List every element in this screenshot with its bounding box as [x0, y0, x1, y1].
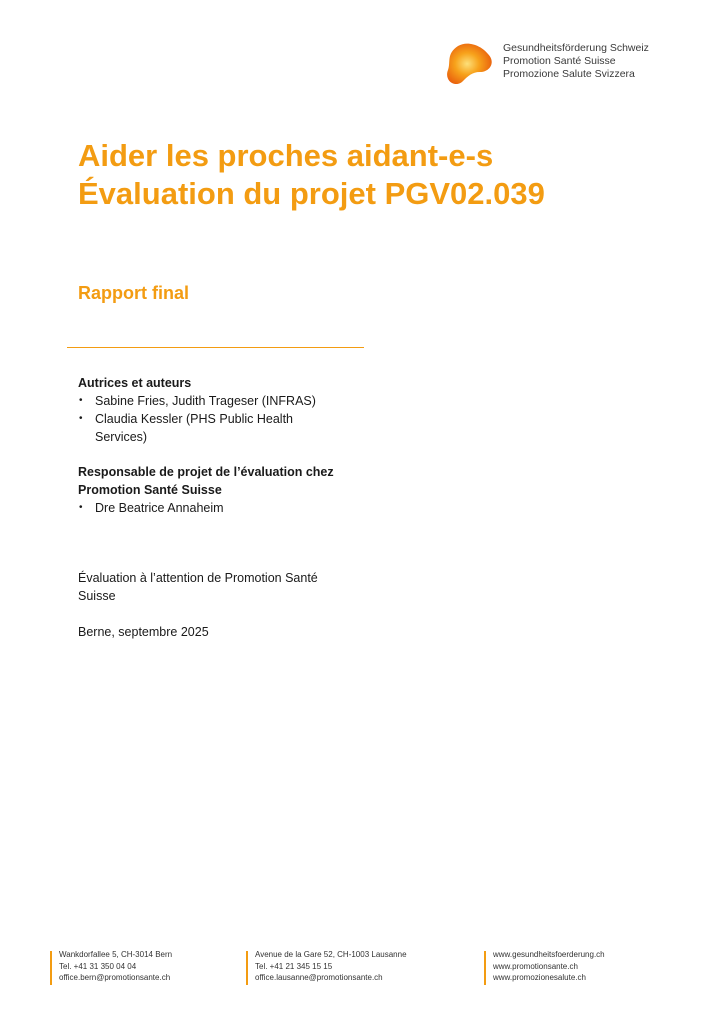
- footer-bern: [50, 949, 172, 984]
- attention-line-2: Suisse: [78, 589, 116, 603]
- authors-section: [78, 374, 316, 446]
- footer-divider: [50, 951, 52, 985]
- logo-mark-icon: [444, 42, 496, 84]
- authors-list: [78, 392, 316, 428]
- document-subtitle: Rapport final: [78, 283, 189, 303]
- footer-website-link[interactable]: www.promotionsante.ch: [493, 961, 578, 971]
- footer-websites: [484, 949, 605, 984]
- place-date: Berne, septembre 2025: [78, 625, 209, 639]
- divider: [67, 347, 364, 348]
- footer-lausanne: [246, 949, 407, 984]
- footer-address: Wankdorfallee 5, CH-3014 Bern: [59, 950, 173, 959]
- document-title: [78, 137, 545, 213]
- footer-website-link[interactable]: www.gesundheitsfoerderung.ch: [493, 950, 605, 959]
- footer-phone: Tel. +41 21 345 15 15: [255, 961, 333, 971]
- manager-heading-line-2: Promotion Santé Suisse: [78, 483, 222, 497]
- footer-divider: [484, 951, 486, 985]
- author-item: • Sabine Fries, Judith Trageser (INFRAS): [78, 392, 316, 410]
- logo-line-de: Gesundheitsförderung Schweiz: [503, 42, 649, 54]
- logo: [444, 40, 684, 86]
- author-item: • Claudia Kessler (PHS Public Health: [78, 410, 316, 428]
- manager-list: [78, 499, 334, 517]
- logo-line-fr: Promotion Santé Suisse: [503, 55, 616, 67]
- footer-address: Avenue de la Gare 52, CH-1003 Lausanne: [255, 950, 407, 959]
- manager-heading-line-1: Responsable de projet de l’évaluation chez: [78, 465, 334, 479]
- manager-item: • Dre Beatrice Annaheim: [78, 499, 334, 517]
- footer-email[interactable]: office.bern@promotionsante.ch: [59, 973, 171, 982]
- attention-line-1: Évaluation à l’attention de Promotion Santé: [78, 571, 318, 585]
- attention-note: [78, 569, 318, 605]
- footer-divider: [246, 951, 248, 985]
- footer-phone: Tel. +41 31 350 04 04: [59, 961, 137, 971]
- author-item-continuation: Services): [95, 430, 148, 444]
- footer-email[interactable]: office.lausanne@promotionsante.ch: [255, 973, 383, 982]
- manager-section: [78, 463, 334, 517]
- title-line-1: Aider les proches aidant-e-s: [78, 138, 494, 173]
- logo-text: [503, 42, 649, 81]
- title-line-2: Évaluation du projet PGV02.039: [78, 176, 545, 211]
- logo-line-it: Promozione Salute Svizzera: [503, 68, 635, 80]
- authors-heading: Autrices et auteurs: [78, 376, 192, 390]
- footer-website-link[interactable]: www.promozionesalute.ch: [493, 973, 586, 982]
